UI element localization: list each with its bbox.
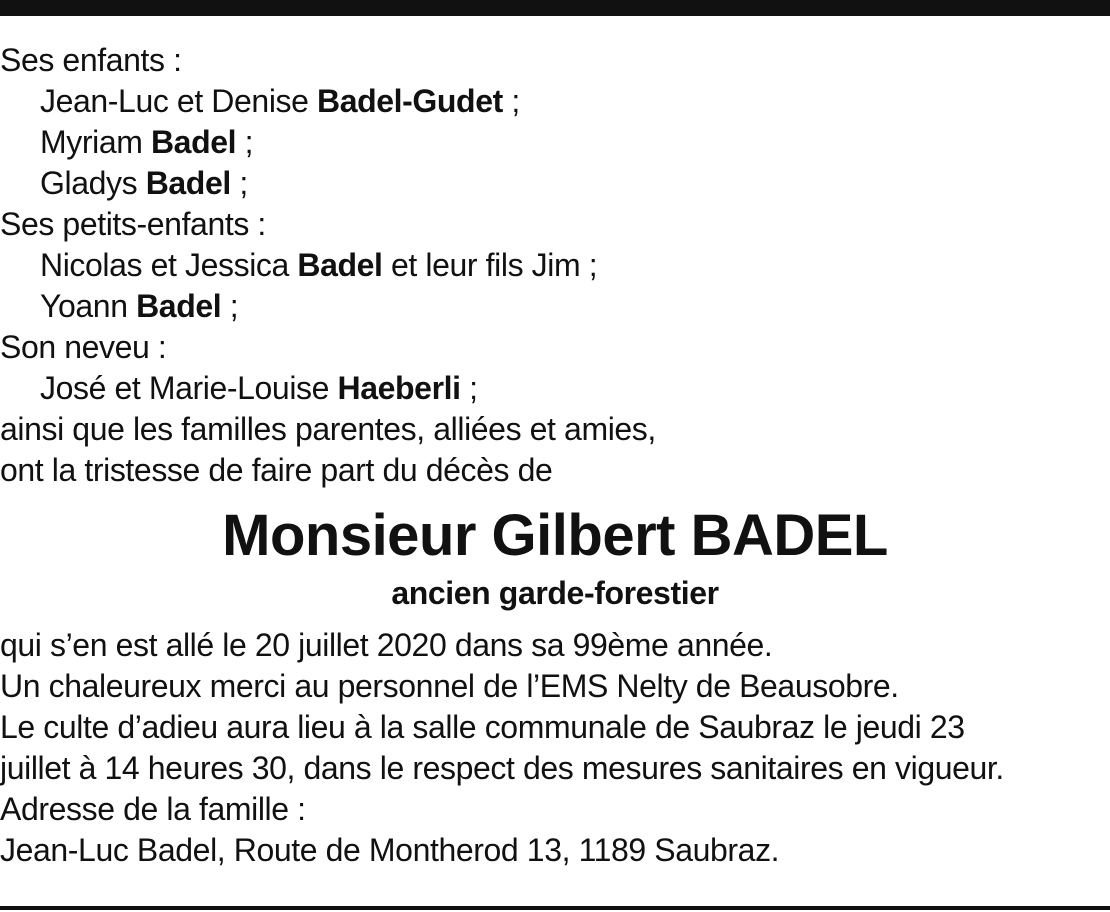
grandchild-entry-surname: Badel xyxy=(136,288,222,324)
obituary-notice xyxy=(0,40,1110,871)
nephew-entry-1 xyxy=(0,368,1110,409)
child-entry-prefix: Myriam xyxy=(40,124,151,160)
nephew-heading: Son neveu : xyxy=(0,329,167,365)
families-line: ainsi que les familles parentes, alliées et amies, xyxy=(0,411,656,447)
child-entry-3 xyxy=(0,163,1110,204)
nephew-entry-surname: Haeberli xyxy=(337,370,461,406)
grandchild-entry-suffix: ; xyxy=(221,288,239,324)
top-border-rule xyxy=(0,0,1110,16)
child-entry-surname: Badel-Gudet xyxy=(317,83,503,119)
child-entry-surname: Badel xyxy=(150,124,237,160)
grandchild-entry-suffix: et leur fils Jim ; xyxy=(382,247,598,283)
child-entry-prefix: Jean-Luc et Denise xyxy=(40,83,318,119)
grandchildren-heading: Ses petits-enfants : xyxy=(0,206,266,242)
deceased-block xyxy=(0,501,1110,615)
details-line: Jean-Luc Badel, Route de Montherod 13, 1189 Saubraz. xyxy=(0,832,780,868)
grandchild-entry-prefix: Nicolas et Jessica xyxy=(40,247,298,283)
grandchild-entry-surname: Badel xyxy=(297,247,383,283)
deceased-role: ancien garde-forestier xyxy=(391,575,719,611)
child-entry-suffix: ; xyxy=(502,83,520,119)
bottom-border-rule xyxy=(0,906,1110,910)
child-entry-1 xyxy=(0,81,1110,122)
details-line: Le culte d’adieu aura lieu à la salle communale de Saubraz le jeudi 23 xyxy=(0,709,965,745)
nephew-entry-prefix: José et Marie-Louise xyxy=(40,370,338,406)
child-entry-prefix: Gladys xyxy=(40,165,146,201)
grandchild-entry-2 xyxy=(0,286,1110,327)
child-entry-suffix: ; xyxy=(236,124,254,160)
deceased-name: Monsieur Gilbert BADEL xyxy=(222,503,888,568)
grandchild-entry-prefix: Yoann xyxy=(40,288,137,324)
details-line: Adresse de la famille : xyxy=(0,791,306,827)
nephew-entry-suffix: ; xyxy=(460,370,478,406)
child-entry-suffix: ; xyxy=(230,165,248,201)
details-line: qui s’en est allé le 20 juillet 2020 dans sa 99ème année. xyxy=(0,627,773,663)
details-line: Un chaleureux merci au personnel de l’EMS Nelty de Beausobre. xyxy=(0,668,899,704)
grandchild-entry-1 xyxy=(0,245,1110,286)
details-block xyxy=(0,625,1110,871)
child-entry-2 xyxy=(0,122,1110,163)
details-line: juillet à 14 heures 30, dans le respect des mesures sanitaires en vigueur. xyxy=(0,750,1004,786)
child-entry-surname: Badel xyxy=(145,165,231,201)
announcement-line: ont la tristesse de faire part du décès de xyxy=(0,452,553,488)
children-heading: Ses enfants : xyxy=(0,42,182,78)
